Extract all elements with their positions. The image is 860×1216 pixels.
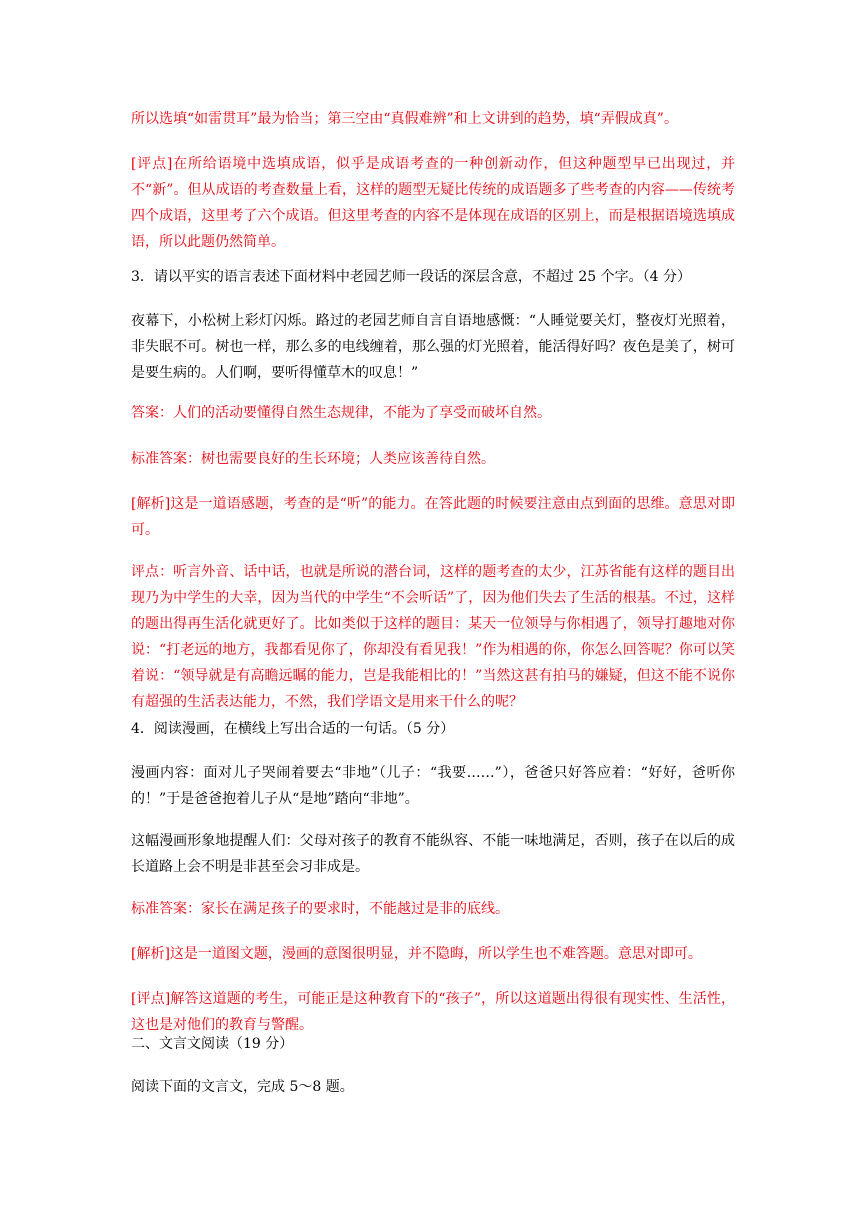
commentary-q4: [评点]解答这道题的考生，可能正是这种教育下的“孩子”，所以这道题出得很有现实性、生活性，这也是对他们的教育与警醒。 [131, 991, 735, 1033]
question-4: 4．阅读漫画，在横线上写出合适的一句话。（5 分） [131, 721, 455, 737]
answer-explanation-q2-end: 所以选填“如雷贯耳”最为恰当；第三空由“真假难辨”和上文讲到的趋势，填“弄假成真”。 [131, 111, 678, 127]
commentary-q3: 评点：听言外音、话中话，也就是所说的潜台词，这样的题考查的太少，江苏省能有这样的题目出现乃为中学生的大幸，因为当代的中学生“不会听话”了，因为他们失去了生活的根基。不过，这样的题出得再生活化就更好了。比如类似于这样的题目：某天一位领导与你相遇了，领导打趣地对你说：“打老远的地方，我都看见你了，你却没有看见我！”作为相遇的你，你怎么回答呢？你可以笑着说：“领导就是有高瞻远瞩的能力，岂是我能相比的！”当然这甚有拍马的嫌疑，但这不能不说你有超强的生活表达能力，不然，我们学语文是用来干什么的呢？ [131, 564, 735, 710]
comic-message-q4: 这幅漫画形象地提醒人们：父母对孩子的教育不能纵容、不能一味地满足，否则，孩子在以后的成长道路上会不明是非甚至会习非成是。 [131, 833, 735, 875]
analysis-q3: [解析]这是一道语感题，考查的是“听”的能力。在答此题的时候要注意由点到面的思维。意思对即可。 [131, 496, 735, 538]
material-q3: 夜幕下，小松树上彩灯闪烁。路过的老园艺师自言自语地感慨：“人睡觉要关灯，整夜灯光照着，非失眠不可。树也一样，那么多的电线缠着，那么强的灯光照着，能活得好吗？夜色是美了，树可是要生病的。人们啊，要听得懂草木的叹息！” [131, 313, 735, 381]
section-heading-classical-chinese: 二、文言文阅读（19 分） [131, 1036, 294, 1052]
question-3: 3．请以平实的语言表述下面材料中老园艺师一段话的深层含意，不超过 25 个字。（4 分） [131, 269, 691, 285]
answer-q3: 答案：人们的活动要懂得自然生态规律，不能为了享受而破坏自然。 [131, 405, 551, 421]
standard-answer-q3: 标准答案：树也需要良好的生长环境；人类应该善待自然。 [131, 451, 495, 467]
standard-answer-q4: 标准答案：家长在满足孩子的要求时，不能越过是非的底线。 [131, 901, 509, 917]
analysis-q4: [解析]这是一道图文题，漫画的意图很明显，并不隐晦，所以学生也不难答题。意思对即可。 [131, 946, 702, 962]
reading-instruction: 阅读下面的文言文，完成 5～8 题。 [131, 1079, 354, 1095]
comic-content-q4: 漫画内容：面对儿子哭闹着要去“非地”（儿子：“我要……”），爸爸只好答应着：“好好，爸听你的！”于是爸爸抱着儿子从“是地”踏向“非地”。 [131, 765, 735, 807]
commentary-q2: [评点]在所给语境中选填成语，似乎是成语考查的一种创新动作，但这种题型早已出现过，并不“新”。但从成语的考查数量上看，这样的题型无疑比传统的成语题多了些考查的内容——传统考四个成语，这里考了六个成语。但这里考查的内容不是体现在成语的区别上，而是根据语境选填成语，所以此题仍然简单。 [131, 156, 735, 250]
